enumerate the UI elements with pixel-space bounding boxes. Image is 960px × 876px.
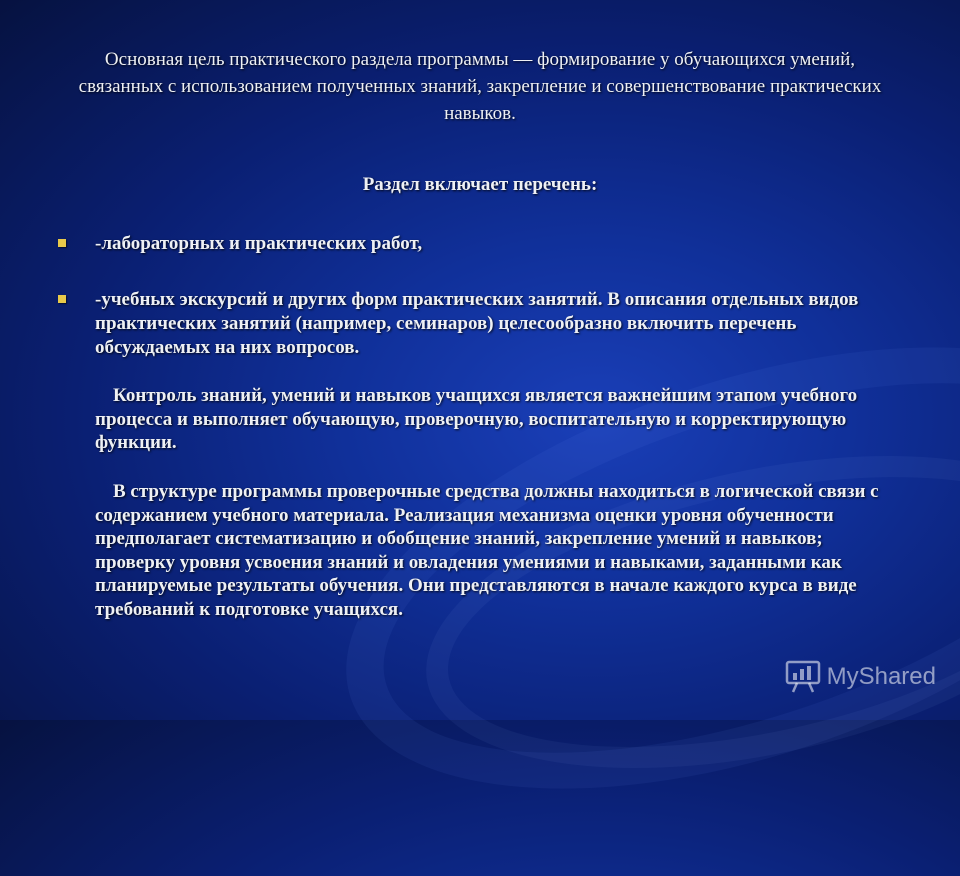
- intro-text: Основная цель практического раздела программы — формирование у обучающихся умений, связанных с использованием полученных знаний, закрепление и совершенствование практических навыков.: [78, 49, 882, 124]
- bullet-square-icon: [58, 295, 66, 303]
- bullet-square-icon: [58, 239, 66, 247]
- watermark-text: MyShared: [826, 663, 936, 690]
- watermark: [785, 660, 936, 694]
- bullet-item-text: -лабораторных и практических работ,: [95, 233, 423, 254]
- section-subheading: Раздел включает перечень:: [362, 174, 598, 195]
- control-paragraph: Контроль знаний, умений и навыков учащихся является важнейшим этапом учебного процесса и выполняет обучающую, проверочную, воспитательную и корректирующую функции.: [95, 385, 858, 453]
- presentation-board-icon: [785, 660, 821, 694]
- bullet-item-text: -учебных экскурсий и других форм практических занятий. В описания отдельных видов практических занятий (например, семинаров) целесообразно включить перечень обсуждаемых на них вопросов.: [95, 289, 859, 358]
- bullet-item: [58, 232, 878, 256]
- bullet-item: [58, 288, 878, 360]
- structure-paragraph: В структуре программы проверочные средства должны находиться в логической связи с содержанием учебного материала. Реализация механизма оценки уровня обученности предполагает систематизацию и обобщение знаний, закрепление умений и навыков; проверку уровня усвоения знаний и овладения умениями и навыками, заданными как планируемые результаты обучения. Они представляются в начале каждого курса в виде требований к подготовке учащихся.: [95, 481, 879, 620]
